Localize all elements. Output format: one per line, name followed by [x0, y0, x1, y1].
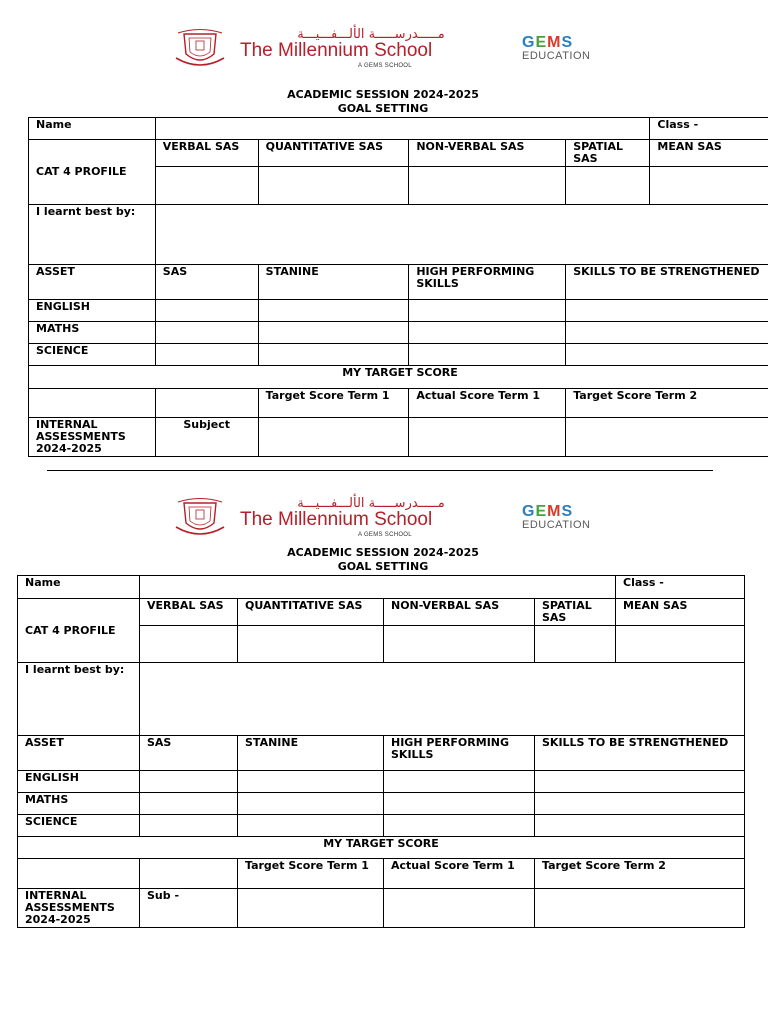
subject-label: MATHS [18, 793, 140, 815]
stanine-field[interactable] [258, 300, 409, 322]
arabic-school-name: مـــــدرســـــة الألـــفـــيـــة [297, 27, 445, 42]
name-field[interactable] [155, 118, 650, 140]
score-header-cell: Target Score Term 2 [535, 859, 745, 889]
sas-field[interactable] [155, 344, 258, 366]
actual-term1-field[interactable] [409, 418, 566, 457]
academic-session: ACADEMIC SESSION 2024-2025 [287, 88, 479, 101]
form-row [18, 599, 745, 626]
asset-header-cell: ASSET [18, 736, 140, 771]
class-field[interactable]: Class - [616, 576, 745, 599]
score-header-cell: Actual Score Term 1 [409, 389, 566, 418]
gems-education-logo [522, 503, 606, 533]
cat4-score-field[interactable] [238, 626, 384, 663]
cat4-header-cell: NON-VERBAL SAS [384, 599, 535, 626]
cat4-score-field[interactable] [650, 167, 768, 205]
target-term1-field[interactable] [258, 418, 409, 457]
arabic-school-name: مـــــدرســـــة الألـــفـــيـــة [297, 496, 445, 511]
subject-label: ENGLISH [18, 771, 140, 793]
score-header-cell: Target Score Term 1 [258, 389, 409, 418]
cat4-header-cell: QUANTITATIVE SAS [258, 140, 409, 167]
form-row [29, 366, 768, 389]
school-crest-icon [172, 497, 228, 539]
skills-strengthen-field[interactable] [566, 322, 768, 344]
gems-tagline: A GEMS SCHOOL [358, 63, 412, 69]
actual-term1-field[interactable] [384, 889, 535, 928]
education-wordmark: EDUCATION [522, 519, 591, 531]
asset-header-cell: HIGH PERFORMING SKILLS [384, 736, 535, 771]
cat4-score-field[interactable] [616, 626, 745, 663]
goal-setting-form-1 [28, 117, 768, 457]
form-row [18, 736, 745, 771]
cat4-header-cell: MEAN SAS [616, 599, 745, 626]
subject-label: MATHS [29, 322, 156, 344]
cat4-header-cell: VERBAL SAS [140, 599, 238, 626]
my-target-score-title: MY TARGET SCORE [18, 837, 745, 859]
skills-strengthen-field[interactable] [535, 793, 745, 815]
asset-header-cell: SKILLS TO BE STRENGTHENED [566, 265, 768, 300]
cat4-header-cell: MEAN SAS [650, 140, 768, 167]
blank-cell [155, 389, 258, 418]
goal-setting-form-2 [17, 575, 745, 928]
blank-cell [140, 859, 238, 889]
asset-header-cell: HIGH PERFORMING SKILLS [409, 265, 566, 300]
form-row [29, 205, 768, 265]
cat4-score-field[interactable] [535, 626, 616, 663]
gems-wordmark: GEMS [522, 34, 574, 51]
asset-header-cell: STANINE [258, 265, 409, 300]
high-performing-field[interactable] [409, 300, 566, 322]
skills-strengthen-field[interactable] [566, 344, 768, 366]
sas-field[interactable] [140, 771, 238, 793]
learnt-best-field[interactable] [155, 205, 768, 265]
learnt-best-label: I learnt best by: [29, 205, 156, 265]
school-name: The Millennium School [240, 40, 433, 61]
learnt-best-label: I learnt best by: [18, 663, 140, 736]
form-row [29, 265, 768, 300]
form-row [29, 300, 768, 322]
asset-header-cell: SKILLS TO BE STRENGTHENED [535, 736, 745, 771]
subject-label: ENGLISH [29, 300, 156, 322]
high-performing-field[interactable] [384, 793, 535, 815]
cat4-header-cell: SPATIAL SAS [535, 599, 616, 626]
asset-header-cell: STANINE [238, 736, 384, 771]
cat4-profile-label: CAT 4 PROFILE [29, 140, 156, 205]
stanine-field[interactable] [258, 344, 409, 366]
form-row [18, 576, 745, 599]
score-header-cell: Target Score Term 2 [566, 389, 768, 418]
form-row [29, 389, 768, 418]
internal-assessments-label: INTERNAL ASSESSMENTS 2024-2025 [29, 418, 156, 457]
form-row [29, 140, 768, 167]
name-label: Name [18, 576, 140, 599]
gems-wordmark: GEMS [522, 503, 574, 520]
asset-header-cell: SAS [140, 736, 238, 771]
sas-field[interactable] [140, 815, 238, 837]
cat4-header-cell: VERBAL SAS [155, 140, 258, 167]
school-header [172, 28, 612, 72]
academic-session: ACADEMIC SESSION 2024-2025 [287, 546, 479, 559]
cat4-score-field[interactable] [140, 626, 238, 663]
cat4-score-field[interactable] [384, 626, 535, 663]
stanine-field[interactable] [238, 793, 384, 815]
learnt-best-field[interactable] [140, 663, 745, 736]
cat4-score-field[interactable] [258, 167, 409, 205]
goal-setting-heading: GOAL SETTING [337, 560, 429, 573]
school-header [172, 497, 612, 541]
target-term1-field[interactable] [238, 889, 384, 928]
stanine-field[interactable] [258, 322, 409, 344]
high-performing-field[interactable] [409, 322, 566, 344]
blank-cell [18, 859, 140, 889]
form-row [18, 859, 745, 889]
subject-label: SCIENCE [18, 815, 140, 837]
skills-strengthen-field[interactable] [535, 771, 745, 793]
form-row [29, 418, 768, 457]
gems-education-logo [522, 34, 606, 64]
asset-header-cell: SAS [155, 265, 258, 300]
form-titles [28, 88, 738, 116]
target-term2-field[interactable] [566, 418, 768, 457]
internal-assessments-label: INTERNAL ASSESSMENTS 2024-2025 [18, 889, 140, 928]
cat4-score-field[interactable] [409, 167, 566, 205]
cat4-header-cell: NON-VERBAL SAS [409, 140, 566, 167]
subject-field[interactable]: Sub - [140, 889, 238, 928]
high-performing-field[interactable] [409, 344, 566, 366]
form-row [29, 344, 768, 366]
sas-field[interactable] [155, 322, 258, 344]
school-crest-icon [172, 28, 228, 70]
form-row [29, 118, 768, 140]
score-header-cell: Actual Score Term 1 [384, 859, 535, 889]
form-row [18, 663, 745, 736]
high-performing-field[interactable] [384, 771, 535, 793]
gems-tagline: A GEMS SCHOOL [358, 532, 412, 538]
name-field[interactable] [140, 576, 616, 599]
skills-strengthen-field[interactable] [566, 300, 768, 322]
subject-field[interactable]: Subject [155, 418, 258, 457]
cat4-score-field[interactable] [155, 167, 258, 205]
target-term2-field[interactable] [535, 889, 745, 928]
form-row [18, 771, 745, 793]
school-name: The Millennium School [240, 509, 433, 530]
form-row [18, 793, 745, 815]
form-row [18, 837, 745, 859]
form-titles [28, 546, 738, 574]
page-divider [47, 470, 713, 471]
form-row [18, 889, 745, 928]
cat4-header-cell: SPATIAL SAS [566, 140, 650, 167]
sas-field[interactable] [155, 300, 258, 322]
goal-setting-heading: GOAL SETTING [337, 102, 429, 115]
my-target-score-title: MY TARGET SCORE [29, 366, 768, 389]
name-label: Name [29, 118, 156, 140]
form-row [29, 322, 768, 344]
sas-field[interactable] [140, 793, 238, 815]
skills-strengthen-field[interactable] [535, 815, 745, 837]
class-field[interactable]: Class - [650, 118, 768, 140]
stanine-field[interactable] [238, 771, 384, 793]
subject-label: SCIENCE [29, 344, 156, 366]
form-row [18, 815, 745, 837]
education-wordmark: EDUCATION [522, 50, 591, 62]
high-performing-field[interactable] [384, 815, 535, 837]
cat4-header-cell: QUANTITATIVE SAS [238, 599, 384, 626]
stanine-field[interactable] [238, 815, 384, 837]
score-header-cell: Target Score Term 1 [238, 859, 384, 889]
blank-cell [29, 389, 156, 418]
asset-header-cell: ASSET [29, 265, 156, 300]
cat4-profile-label: CAT 4 PROFILE [18, 599, 140, 663]
cat4-score-field[interactable] [566, 167, 650, 205]
